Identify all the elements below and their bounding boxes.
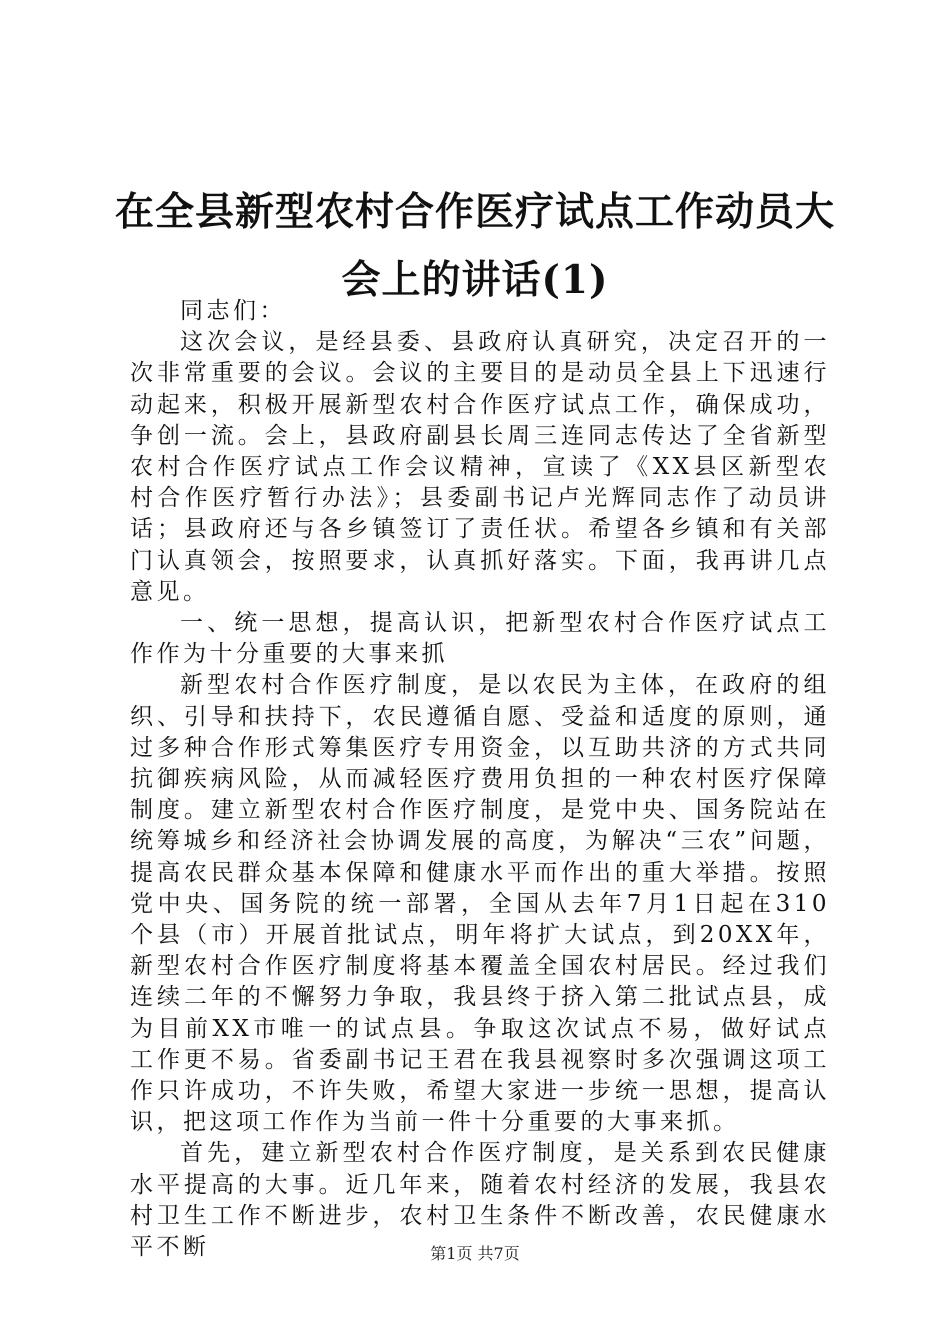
paragraph-first: 首先，建立新型农村合作医疗制度，是关系到农民健康水平提高的大事。近几年来，随着农村经济的发展，我县农村卫生工作不断进步，农村卫生条件不断改善，农民健康水平不断	[130, 1140, 830, 1261]
paragraph-system: 新型农村合作医疗制度，是以农民为主体，在政府的组织、引导和扶持下，农民遵循自愿、受益和适度的原则，通过多种合作形式筹集医疗专用资金，以互助共济的方式共同抗御疾病风险，从而减轻医疗费用负担的一种农村医疗保障制度。建立新型农村合作医疗制度，是党中央、国务院站在统筹城乡和经济社会协调发展的高度，为解决“三农”问题，提高农民群众基本保障和健康水平而作出的重大举措。按照党中央、国务院的统一部署，全国从去年7月1日起在310个县（市）开展首批试点，明年将扩大试点，到20XX年，新型农村合作医疗制度将基本覆盖全国农村居民。经过我们连续二年的不懈努力争取，我县终于挤入第二批试点县，成为目前XX市唯一的试点县。争取这次试点不易，做好试点工作更不易。省委副书记王君在我县视察时多次强调这项工作只许成功，不许失败，希望大家进一步统一思想，提高认识，把这项工作作为当前一件十分重要的大事来抓。	[130, 672, 830, 1136]
document-title: 在全县新型农村合作医疗试点工作动员大会上的讲话(1)	[114, 189, 835, 303]
salutation: 同志们：	[180, 298, 286, 324]
page-number: 第1页 共7页	[430, 1244, 520, 1263]
paragraph-intro: 这次会议，是经县委、县政府认真研究，决定召开的一次非常重要的会议。会议的主要目的是动员全县上下迅速行动起来，积极开展新型农村合作医疗试点工作，确保成功，争创一流。会上，县政府副县长周三连同志传达了全省新型农村合作医疗试点工作会议精神，宣读了《XX县区新型农村合作医疗暂行办法》；县委副书记卢光辉同志作了动员讲话；县政府还与各乡镇签订了责任状。希望各乡镇和有关部门认真领会，按照要求，认真抓好落实。下面，我再讲几点意见。	[130, 329, 830, 605]
document-body	[130, 296, 830, 1263]
section-heading-1: 一、统一思想，提高认识，把新型农村合作医疗试点工作作为十分重要的大事来抓	[130, 610, 830, 668]
